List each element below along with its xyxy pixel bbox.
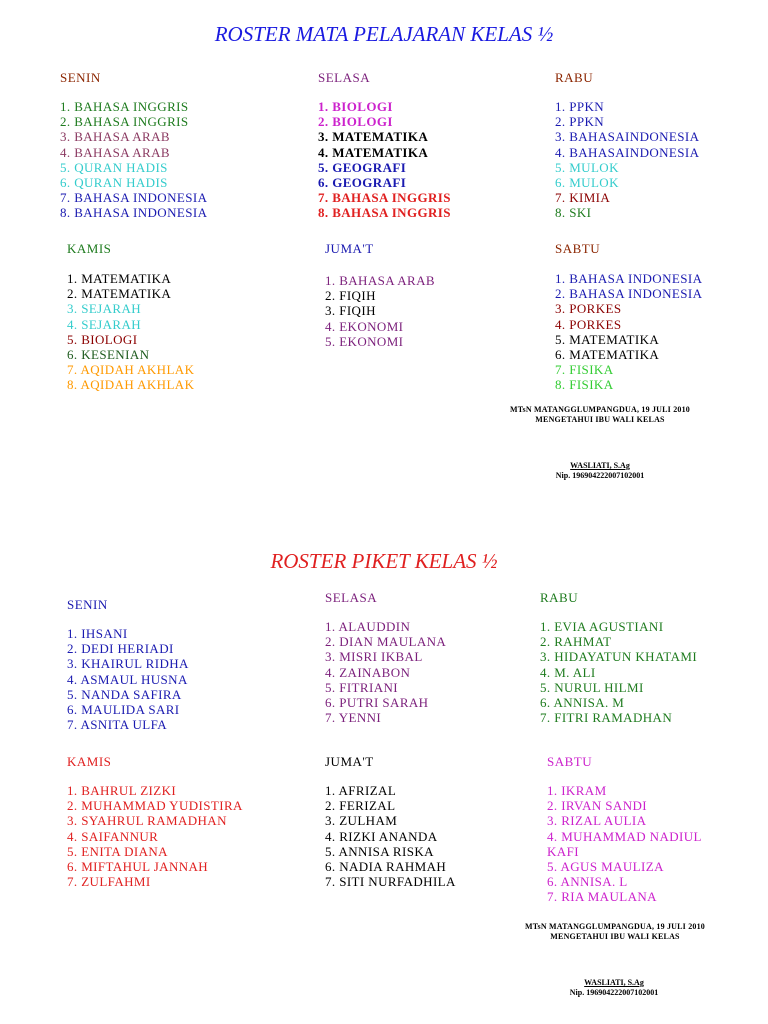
list-item: 1. MATEMATIKA — [67, 271, 172, 286]
list-item: 3. BAHASAINDONESIA — [555, 129, 700, 145]
day-column-jumat — [325, 241, 545, 371]
footer-line-1: MTsN MATANGGLUMPANGDUA, 19 JULI 2010 — [524, 922, 705, 931]
list-item: 3. PORKES — [555, 301, 622, 317]
page-title-roster-mapel: ROSTER MATA PELAJARAN KELAS ½ — [214, 22, 554, 46]
list-item: 6. MATEMATIKA — [555, 347, 660, 363]
signer-nip: Nip. 196904222007102001 — [555, 471, 645, 480]
list-item: 3. RIZAL AULIA — [547, 813, 647, 829]
list-item: 5. GEOGRAFI — [318, 159, 407, 175]
list-item: 5. NANDA SAFIRA — [67, 686, 182, 702]
day-heading: RABU — [555, 70, 594, 85]
list-item: 6. ANNISA. L — [547, 874, 628, 890]
subject-list — [325, 273, 435, 349]
list-item: 4. BAHASA ARAB — [60, 144, 170, 160]
list-item: 5. MULOK — [555, 159, 619, 175]
day-column-sabtu — [555, 241, 765, 401]
list-item: 5. ENITA DIANA — [67, 843, 168, 859]
list-item: 2. FIQIH — [325, 288, 376, 304]
name-list — [67, 783, 243, 889]
day-heading: SENIN — [60, 70, 101, 85]
list-item: 5. AGUS MAULIZA — [547, 859, 664, 875]
list-item: 7. FISIKA — [555, 362, 614, 378]
footer-place-date — [460, 405, 740, 425]
list-item: 1. EVIA AGUSTIANI — [540, 619, 664, 634]
subject-list — [67, 271, 194, 393]
list-item: 4. M. ALI — [540, 664, 596, 680]
list-item: 4. RIZKI ANANDA — [325, 828, 438, 844]
piket-column-sabtu — [547, 754, 765, 909]
list-item: 7. BAHASA INGGRIS — [318, 190, 451, 206]
list-item: 8. SKI — [555, 205, 592, 221]
list-item: 1. BAHASA INGGRIS — [60, 99, 189, 114]
list-item: 8. AQIDAH AKHLAK — [67, 377, 195, 393]
list-item: 7. ASNITA ULFA — [67, 717, 168, 733]
day-heading: SABTU — [547, 754, 593, 769]
day-heading: JUMA'T — [325, 241, 374, 256]
list-item: 6. PUTRI SARAH — [325, 695, 429, 711]
list-item: 6. MIFTAHUL JANNAH — [67, 859, 209, 875]
list-item: 2. DIAN MAULANA — [325, 634, 447, 650]
subject-list — [318, 99, 451, 221]
list-item: 8. BAHASA INDONESIA — [60, 205, 208, 221]
list-item: 3. MISRI IKBAL — [325, 649, 423, 665]
list-item: 3. ZULHAM — [325, 813, 398, 829]
day-column-senin — [60, 70, 290, 230]
list-item: 2. IRVAN SANDI — [547, 798, 648, 814]
day-column-selasa — [318, 70, 548, 230]
footer-line-2: MENGETAHUI IBU WALI KELAS — [550, 932, 680, 941]
list-item: 5. QURAN HADIS — [60, 159, 168, 175]
signer-name: WASLIATI, S.Ag — [584, 978, 644, 987]
name-list — [67, 626, 189, 732]
list-item: 2. FERIZAL — [325, 798, 396, 814]
list-item: 4. PORKES — [555, 316, 622, 332]
day-heading: SABTU — [555, 241, 601, 256]
list-item: 3. SYAHRUL RAMADHAN — [67, 813, 227, 829]
list-item: 2. MATEMATIKA — [67, 286, 172, 302]
list-item: 5. ANNISA RISKA — [325, 843, 434, 859]
list-item: 5. BIOLOGI — [67, 331, 138, 347]
piket-column-senin — [67, 597, 297, 737]
list-item: 4. SEJARAH — [67, 316, 142, 332]
list-item: 3. BAHASA ARAB — [60, 129, 170, 145]
day-heading: SELASA — [318, 70, 371, 85]
signer-name: WASLIATI, S.Ag — [570, 461, 630, 470]
list-item: 2. BIOLOGI — [318, 114, 393, 130]
list-item: 4. ZAINABON — [325, 664, 411, 680]
list-item: 6. NADIA RAHMAH — [325, 859, 447, 875]
list-item: 6. MAULIDA SARI — [67, 702, 180, 718]
piket-column-rabu — [540, 590, 765, 730]
list-item: 3. HIDAYATUN KHATAMI — [540, 649, 698, 665]
signature-block-2 — [514, 978, 714, 998]
list-item: 4. MUHAMMAD NADIUL — [547, 828, 702, 844]
list-item: 4. ASMAUL HUSNA — [67, 671, 188, 687]
list-item: 1. BIOLOGI — [318, 99, 393, 114]
page-title-roster-piket: ROSTER PIKET KELAS ½ — [270, 549, 498, 573]
list-item: 2. DEDI HERIADI — [67, 641, 174, 657]
list-item: 3. FIQIH — [325, 303, 376, 319]
list-item: 4. MATEMATIKA — [318, 144, 429, 160]
list-item: 6. ANNISA. M — [540, 695, 625, 711]
list-item: 7. SITI NURFADHILA — [325, 874, 456, 890]
name-list — [325, 783, 456, 889]
subject-list — [555, 99, 699, 221]
footer-line-2: MENGETAHUI IBU WALI KELAS — [535, 415, 665, 424]
piket-column-jumat — [325, 754, 535, 894]
list-item: 8. FISIKA — [555, 377, 614, 393]
list-item: 6. GEOGRAFI — [318, 175, 407, 191]
list-item: 5. NURUL HILMI — [540, 679, 644, 695]
list-item: 1. IHSANI — [67, 626, 128, 641]
day-heading: JUMA'T — [325, 754, 374, 769]
list-item: 2. BAHASA INDONESIA — [555, 286, 703, 302]
list-item: 7. BAHASA INDONESIA — [60, 190, 208, 206]
day-column-rabu — [555, 70, 765, 230]
list-item: 1. BAHASA ARAB — [325, 273, 435, 288]
list-item: 3. MATEMATIKA — [318, 129, 429, 145]
signature-block — [500, 461, 700, 481]
day-column-kamis — [67, 241, 297, 401]
list-item: 6. QURAN HADIS — [60, 175, 168, 191]
piket-column-selasa — [325, 590, 535, 730]
day-heading: SELASA — [325, 590, 378, 605]
list-item: 7. FITRI RAMADHAN — [540, 710, 673, 726]
footer-line-1: MTsN MATANGGLUMPANGDUA, 19 JULI 2010 — [509, 405, 690, 414]
list-item: 2. MUHAMMAD YUDISTIRA — [67, 798, 243, 814]
list-item: 1. PPKN — [555, 99, 605, 114]
list-item: 1. ALAUDDIN — [325, 619, 411, 634]
list-item: 1. AFRIZAL — [325, 783, 397, 798]
list-item: 8. BAHASA INGGRIS — [318, 205, 451, 221]
name-list — [325, 619, 446, 725]
day-heading: KAMIS — [67, 241, 112, 256]
list-item: 4. SAIFANNUR — [67, 828, 159, 844]
piket-column-kamis — [67, 754, 297, 894]
list-item: 3. KHAIRUL RIDHA — [67, 656, 189, 672]
list-item: 1. IKRAM — [547, 783, 607, 798]
list-item: 7. AQIDAH AKHLAK — [67, 362, 195, 378]
list-item: 5. MATEMATIKA — [555, 331, 660, 347]
day-heading: SENIN — [67, 597, 108, 612]
list-item: 7. YENNI — [325, 710, 382, 726]
name-list — [547, 783, 702, 905]
subject-list — [60, 99, 207, 221]
list-item: 7. KIMIA — [555, 190, 611, 206]
day-heading: KAMIS — [67, 754, 112, 769]
footer-place-date-2 — [475, 922, 755, 942]
list-item: 6. KESENIAN — [67, 347, 150, 363]
signer-nip: Nip. 196904222007102001 — [569, 988, 659, 997]
list-item: KAFI — [547, 843, 579, 859]
list-item: 2. RAHMAT — [540, 634, 612, 650]
list-item: 6. MULOK — [555, 175, 619, 191]
list-item: 1. BAHRUL ZIZKI — [67, 783, 177, 798]
name-list — [540, 619, 697, 725]
list-item: 4. EKONOMI — [325, 318, 404, 334]
list-item: 2. PPKN — [555, 114, 605, 130]
list-item: 4. BAHASAINDONESIA — [555, 144, 700, 160]
day-heading: RABU — [540, 590, 579, 605]
list-item: 7. RIA MAULANA — [547, 889, 657, 905]
list-item: 5. FITRIANI — [325, 679, 399, 695]
list-item: 5. EKONOMI — [325, 333, 404, 349]
list-item: 1. BAHASA INDONESIA — [555, 271, 703, 286]
subject-list — [555, 271, 702, 393]
list-item: 2. BAHASA INGGRIS — [60, 114, 189, 130]
list-item: 7. ZULFAHMI — [67, 874, 151, 890]
list-item: 3. SEJARAH — [67, 301, 142, 317]
